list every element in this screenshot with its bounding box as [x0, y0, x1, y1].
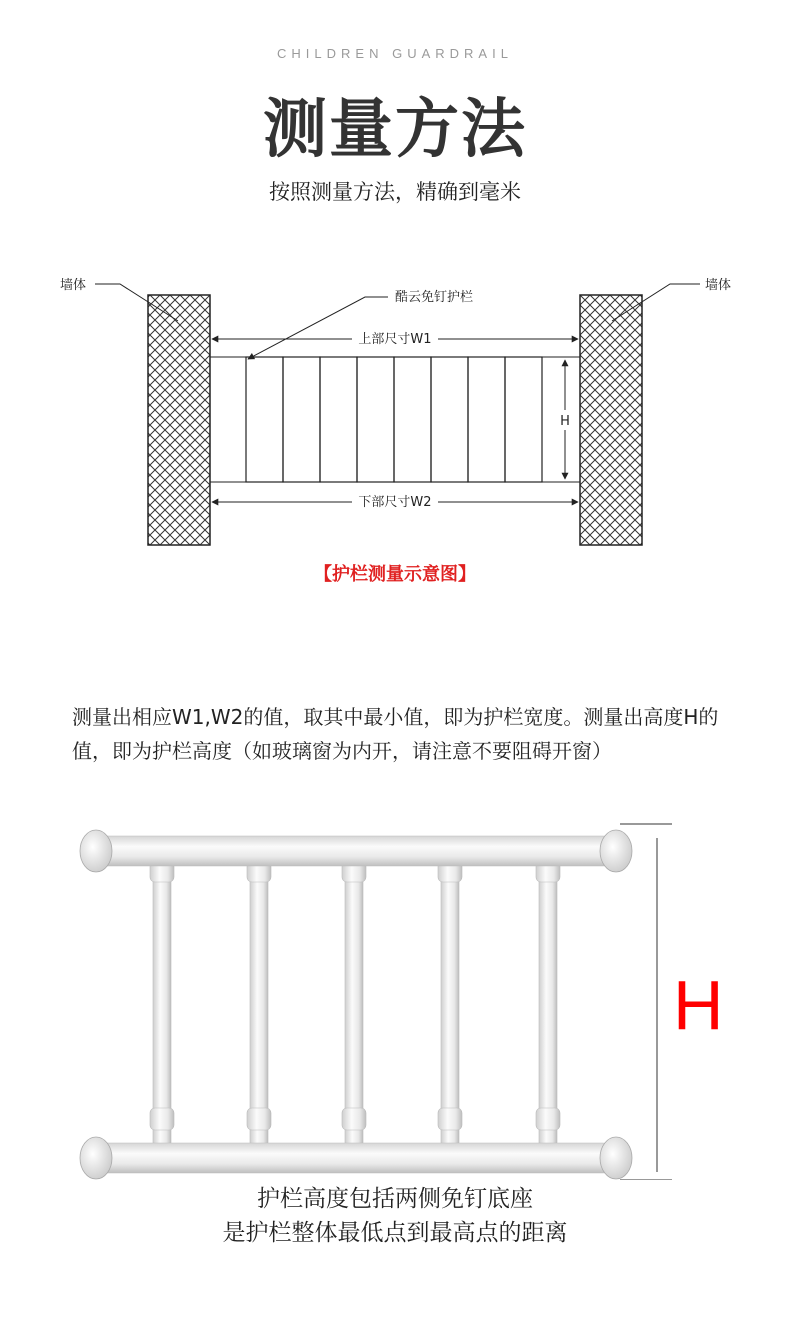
height-note: [0, 1182, 790, 1250]
height-note-line1: 护栏高度包括两侧免钉底座: [257, 1186, 533, 1212]
post: [536, 860, 560, 1150]
page-title: 测量方法: [263, 93, 527, 167]
post: [438, 860, 462, 1150]
slat: [357, 357, 394, 482]
end-cap: [80, 1137, 112, 1179]
measurement-description: 测量出相应W1,W2的值，取其中最小值，即为护栏宽度。测量出高度H的值，即为护栏高度（如玻璃窗为内开，请注意不要阻碍开窗）: [72, 705, 719, 763]
slat: [431, 357, 468, 482]
slat: [246, 357, 283, 482]
wall-left-label: 墙体: [60, 278, 87, 293]
page-subtitle: 按照测量方法，精确到毫米: [269, 180, 521, 204]
slat: [320, 357, 357, 482]
w1-label: 上部尺寸W1: [358, 332, 432, 347]
measurement-diagram: [0, 265, 790, 555]
wall-right: [580, 295, 642, 545]
slat: [394, 357, 431, 482]
photo-bottom-rail: [95, 1143, 615, 1173]
h-label: H: [560, 414, 570, 429]
slat: [505, 357, 542, 482]
height-note-line2: 是护栏整体最低点到最高点的距离: [222, 1220, 568, 1246]
slat: [468, 357, 505, 482]
slat: [283, 357, 320, 482]
w2-label: 下部尺寸W2: [358, 495, 432, 510]
post: [247, 860, 271, 1150]
diagram-caption: 【护栏测量示意图】: [314, 564, 476, 585]
photo-height-label: H: [673, 966, 724, 1044]
end-cap: [80, 830, 112, 872]
end-cap: [600, 830, 632, 872]
post: [342, 860, 366, 1150]
photo-top-rail: [95, 836, 615, 866]
end-cap: [600, 1137, 632, 1179]
wall-right-label: 墙体: [705, 278, 732, 293]
guardrail-slats: [246, 357, 542, 482]
guardrail-leader: [248, 297, 388, 359]
wall-left: [148, 295, 210, 545]
guardrail-label: 酷云免钉护栏: [395, 290, 474, 305]
guardrail-photo: [0, 820, 790, 1180]
subtitle-english: CHILDREN GUARDRAIL: [277, 46, 513, 61]
guardrail-posts: [150, 860, 560, 1150]
post: [150, 860, 174, 1150]
